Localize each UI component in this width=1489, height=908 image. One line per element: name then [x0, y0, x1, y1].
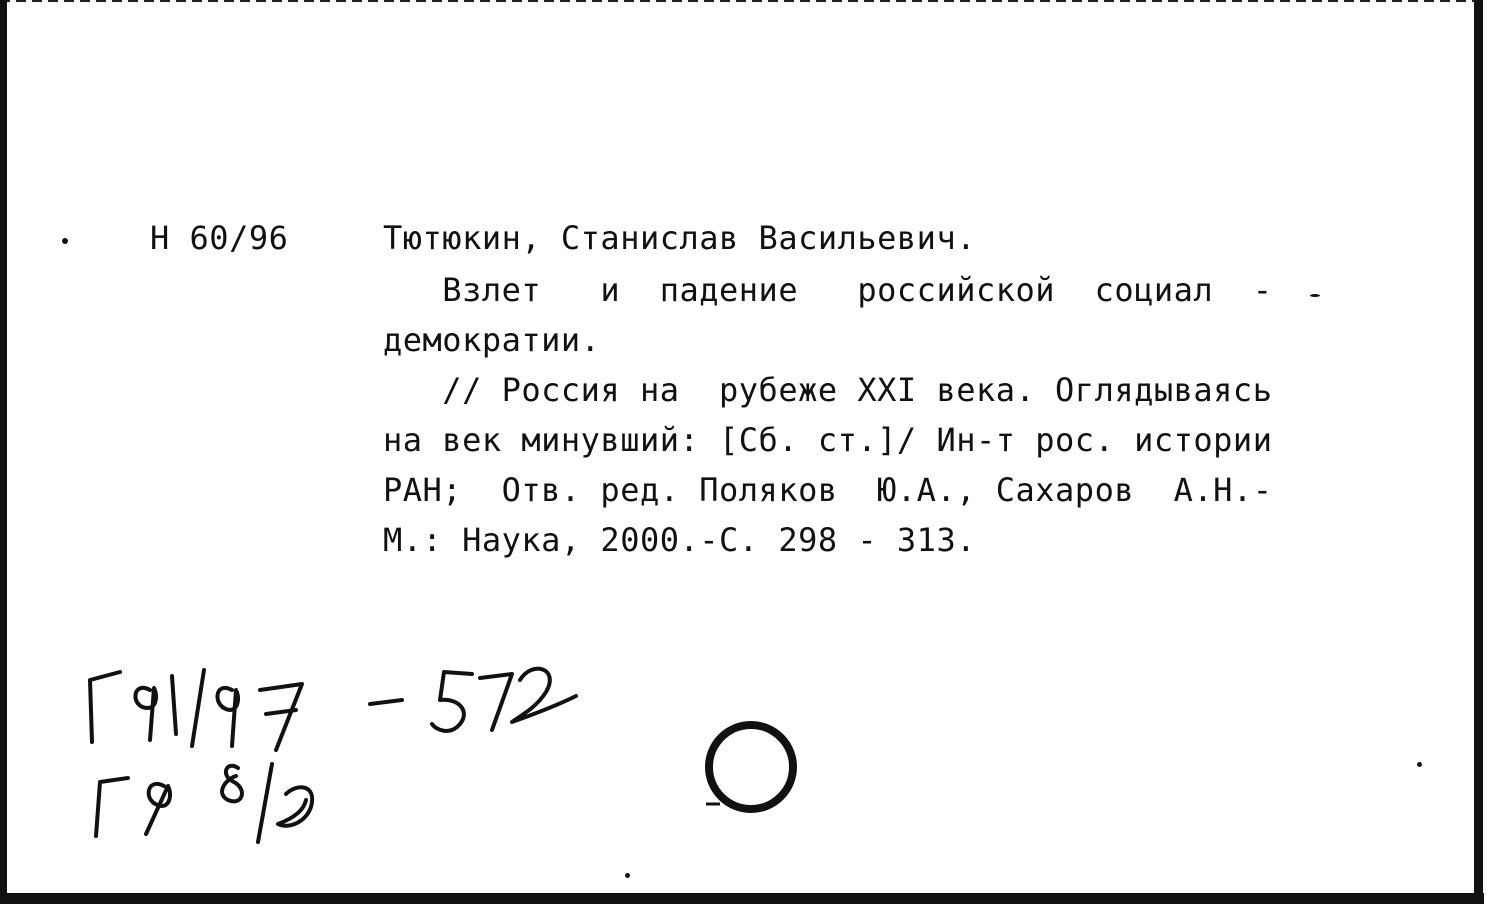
speck	[625, 873, 630, 878]
card-border-right	[1474, 0, 1483, 904]
speck	[62, 238, 68, 244]
title-line-2: демократии.	[383, 321, 601, 359]
card-border-bottom	[0, 893, 1484, 904]
source-line-4: М.: Наука, 2000.-С. 298 - 313.	[383, 521, 976, 559]
author-line: Тютюкин, Станислав Васильевич.	[383, 219, 976, 257]
shelf-mark: Н 60/96	[150, 219, 289, 257]
source-line-2: на век минувший: [Сб. ст.]/ Ин-т рос. истории	[383, 421, 1273, 459]
source-line-3: РАН; Отв. ред. Поляков Ю.А., Сахаров А.Н.-	[383, 471, 1273, 509]
title-line-1: Взлет и падение российской социал -	[383, 271, 1273, 309]
speck	[1417, 762, 1422, 767]
card-border-top	[0, 0, 1476, 2]
handwritten-notes	[80, 650, 600, 850]
speck	[1310, 294, 1320, 297]
source-line-1: // Россия на рубеже XXI века. Оглядываясь	[383, 371, 1273, 409]
card-border-left	[0, 0, 7, 904]
circle-mark	[696, 712, 806, 822]
